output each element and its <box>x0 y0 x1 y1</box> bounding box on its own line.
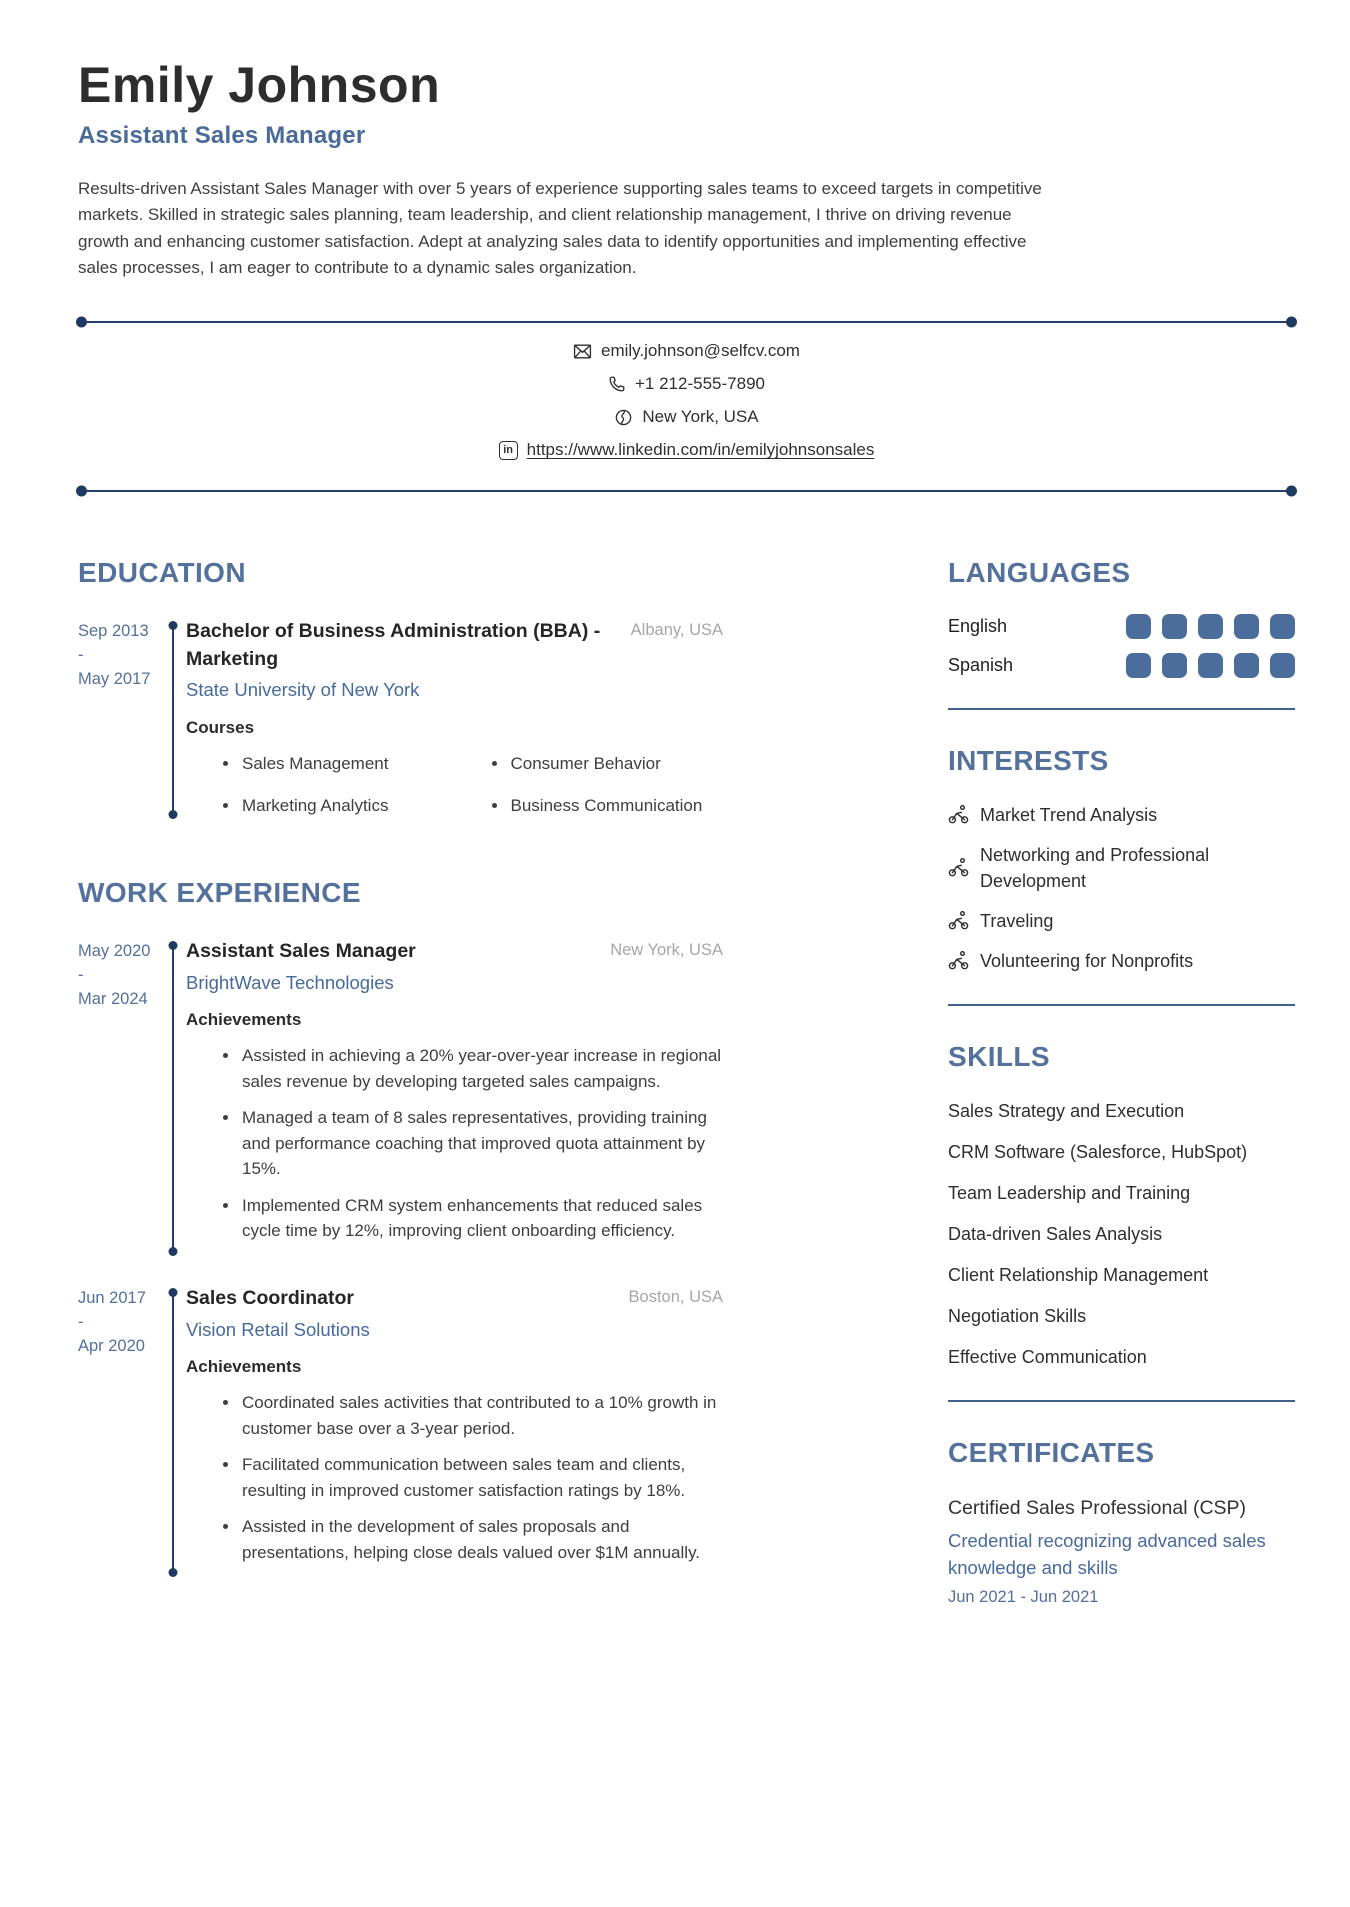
degree-title: Bachelor of Business Administration (BBA) - Marketing <box>186 619 601 670</box>
education-dates: Sep 2013 - May 2017 <box>78 621 151 688</box>
skill-item: Client Relationship Management <box>948 1265 1209 1285</box>
interest-item <box>948 948 1295 974</box>
level-square <box>1234 614 1259 639</box>
course-item: Business Communication <box>455 793 724 819</box>
cycling-icon <box>948 804 969 825</box>
contact-phone <box>608 374 765 394</box>
interest-label: Networking and Professional Development <box>980 844 1210 891</box>
education-entry-content <box>186 618 723 818</box>
location-text: New York, USA <box>642 407 759 427</box>
experience-dates: Jun 2017 - Apr 2020 <box>78 1288 146 1355</box>
languages-section <box>948 556 1295 678</box>
education-section <box>78 556 723 818</box>
skills-heading: SKILLS <box>948 1041 1050 1073</box>
education-heading: EDUCATION <box>78 557 246 589</box>
job-location: New York, USA <box>610 940 723 959</box>
skills-section <box>948 1040 1295 1370</box>
courses-list <box>186 751 723 818</box>
skill-item: Negotiation Skills <box>948 1306 1087 1327</box>
timeline-column <box>160 618 186 818</box>
interest-item <box>948 802 1295 828</box>
timeline-line <box>172 626 174 814</box>
skill-item: Team Leadership and Training <box>948 1182 1191 1203</box>
company-name: BrightWave Technologies <box>186 971 394 993</box>
education-location: Albany, USA <box>630 620 723 639</box>
phone-text: +1 212-555-7890 <box>635 374 765 394</box>
timeline-column <box>160 1285 186 1577</box>
interest-item <box>948 842 1295 894</box>
sidebar-divider <box>948 708 1295 710</box>
contact-divider-top <box>80 321 1293 323</box>
contact-section <box>78 323 1295 476</box>
interest-label: Market Trend Analysis <box>980 804 1158 825</box>
achievements-label: Achievements <box>186 1010 302 1030</box>
achievement-item: Assisted in achieving a 20% year-over-year increase in regional sales revenue by developing targeted sales campaigns. <box>186 1043 723 1094</box>
achievements-list <box>186 1390 723 1565</box>
certificate-dates: Jun 2021 - Jun 2021 <box>948 1587 1099 1606</box>
timeline-column <box>160 938 186 1255</box>
level-square <box>1198 614 1223 639</box>
contact-location <box>614 407 758 427</box>
left-column <box>78 556 723 1606</box>
interest-label: Traveling <box>980 910 1054 931</box>
sidebar-divider <box>948 1400 1295 1402</box>
email-text: emily.johnson@selfcv.com <box>601 341 800 361</box>
level-square <box>1270 614 1295 639</box>
globe-location-icon <box>614 408 633 427</box>
level-square <box>1198 653 1223 678</box>
job-role-title: Sales Coordinator <box>186 1286 354 1309</box>
languages-heading: LANGUAGES <box>948 557 1131 589</box>
contact-email <box>573 341 800 361</box>
company-name: Vision Retail Solutions <box>186 1318 370 1340</box>
level-square <box>1270 653 1295 678</box>
level-square <box>1126 653 1151 678</box>
experience-section <box>78 876 723 1576</box>
level-square <box>1234 653 1259 678</box>
linkedin-icon: in <box>499 441 518 460</box>
achievement-item: Facilitated communication between sales team and clients, resulting in improved customer satisfaction ratings by 18%. <box>186 1452 723 1503</box>
cycling-icon <box>948 857 969 878</box>
summary-text: Results-driven Assistant Sales Manager with over 5 years of experience supporting sales teams to exceed targets in competitive markets. Skilled in strategic sales planning, team leadership, and client relationship management, I thrive on driving revenue growth and enhancing customer satisfaction. Adept at analyzing sales data to identify opportunities and implementing effective sales processes, I am eager to contribute to a dynamic sales organization. <box>78 179 1042 278</box>
level-square <box>1162 653 1187 678</box>
interests-section <box>948 744 1295 974</box>
phone-icon <box>608 375 626 393</box>
linkedin-link[interactable]: https://www.linkedin.com/in/emilyjohnsonsales <box>526 440 875 460</box>
interests-heading: INTERESTS <box>948 744 1109 776</box>
course-item: Consumer Behavior <box>455 751 724 777</box>
experience-entry-content <box>186 938 723 1255</box>
email-icon <box>573 342 592 361</box>
course-item: Marketing Analytics <box>186 793 455 819</box>
cycling-icon <box>948 910 969 931</box>
certificate-item <box>948 1494 1295 1607</box>
achievement-item: Implemented CRM system enhancements that reduced sales cycle time by 12%, improving client onboarding efficiency. <box>186 1193 723 1244</box>
experience-entry-content <box>186 1285 723 1577</box>
experience-entry <box>78 1285 723 1577</box>
skill-item: Data-driven Sales Analysis <box>948 1223 1163 1244</box>
contact-divider-bottom <box>80 490 1293 492</box>
main-content <box>78 556 1295 1606</box>
experience-heading: WORK EXPERIENCE <box>78 877 361 909</box>
resume-header <box>78 58 1295 281</box>
job-role-title: Assistant Sales Manager <box>186 939 416 962</box>
school-name: State University of New York <box>186 679 420 701</box>
course-item: Sales Management <box>186 751 455 777</box>
interest-label: Volunteering for Nonprofits <box>980 950 1194 971</box>
achievement-item: Managed a team of 8 sales representatives, providing training and performance coaching that improved quota attainment by 15%. <box>186 1105 723 1182</box>
language-name: Spanish <box>948 654 1014 675</box>
person-job-title: Assistant Sales Manager <box>78 122 366 149</box>
experience-dates: May 2020 - Mar 2024 <box>78 941 151 1008</box>
column-gutter <box>723 556 948 1606</box>
language-row <box>948 653 1295 678</box>
achievements-list <box>186 1043 723 1244</box>
level-square <box>1162 614 1187 639</box>
sidebar-divider <box>948 1004 1295 1006</box>
level-square <box>1126 614 1151 639</box>
education-entry <box>78 618 723 818</box>
timeline-line <box>172 1293 174 1573</box>
language-row <box>948 614 1295 639</box>
certificate-name: Certified Sales Professional (CSP) <box>948 1496 1247 1519</box>
language-name: English <box>948 615 1008 636</box>
interest-item <box>948 908 1295 934</box>
achievement-item: Assisted in the development of sales proposals and presentations, helping close deals valued over $1M annually. <box>186 1514 723 1565</box>
contact-linkedin <box>499 440 875 460</box>
right-column <box>948 556 1295 1606</box>
cycling-icon <box>948 950 969 971</box>
timeline-line <box>172 946 174 1251</box>
certificate-description: Credential recognizing advanced sales knowledge and skills <box>948 1530 1266 1578</box>
person-name: Emily Johnson <box>78 57 441 113</box>
experience-entry <box>78 938 723 1255</box>
achievements-label: Achievements <box>186 1357 302 1377</box>
certificates-heading: CERTIFICATES <box>948 1437 1155 1469</box>
skill-item: CRM Software (Salesforce, HubSpot) <box>948 1141 1248 1162</box>
achievement-item: Coordinated sales activities that contributed to a 10% growth in customer base over a 3-year period. <box>186 1390 723 1441</box>
job-location: Boston, USA <box>628 1287 723 1306</box>
language-level-indicator <box>1126 653 1295 678</box>
skill-item: Effective Communication <box>948 1347 1147 1368</box>
courses-label: Courses <box>186 718 255 738</box>
certificates-section <box>948 1436 1295 1606</box>
skill-item: Sales Strategy and Execution <box>948 1100 1185 1121</box>
language-level-indicator <box>1126 614 1295 639</box>
